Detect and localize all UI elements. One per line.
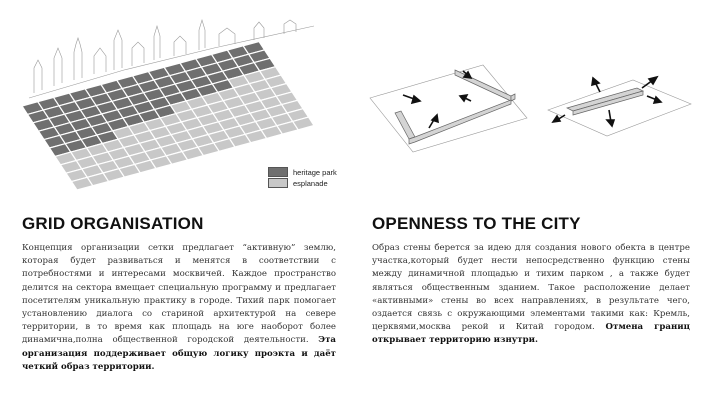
- wall-diagram-linear: [545, 70, 695, 140]
- section-heading: GRID ORGANISATION: [22, 214, 204, 233]
- skyline-stroke: [199, 20, 205, 50]
- section-body: [22, 242, 336, 374]
- skyline-stroke: [54, 48, 62, 86]
- grid-organisation-section: [22, 214, 336, 374]
- section-heading: OPENNESS TO THE CITY: [372, 214, 581, 233]
- legend-swatch-heritage-park: [268, 167, 288, 177]
- skyline-stroke: [174, 36, 186, 56]
- site-plane: [370, 65, 527, 152]
- legend: [268, 167, 337, 189]
- legend-item-esplanade: [268, 178, 337, 188]
- linear-wall: [567, 88, 643, 115]
- skyline-stroke: [114, 30, 122, 70]
- u-wall: [395, 70, 515, 144]
- legend-label-esplanade: esplanade: [293, 178, 328, 188]
- legend-swatch-esplanade: [268, 178, 288, 188]
- skyline-stroke: [34, 60, 42, 93]
- section-body: [372, 242, 690, 348]
- body-text: Образ стены берется за идею для создания нового обекта в центре участка,который будет нести непосредственно функцию стены между динамичной площадью и тихим парком , а также будет являться общественным зданием. Такое расположение делает «активными» стены во всех направлениях, в результате чего, оздается связь с окружающими элементами такими как: Кремль, церквями,москва рекой и Китай городом.: [372, 243, 690, 333]
- body-text-bold: Отмена границ открывает территорию изнутри.: [372, 322, 690, 346]
- body-text-bold: Эта организация поддерживает общую логику проэкта и даёт четкий образ территории.: [22, 335, 336, 372]
- skyline-stroke: [94, 48, 106, 74]
- skyline-stroke: [154, 26, 160, 60]
- legend-item-heritage-park: [268, 167, 337, 177]
- openness-section: [372, 214, 690, 348]
- wall-diagram-u-shape: [365, 60, 530, 155]
- body-text: Концепция организации сетки предлагает “активную” землю, которая будет развиваться и менятся в соответствии с потребностями и интересами москвичей. Каждое пространство делится на сектора вмещает специальную программу и предлагает посетителям уникальную практику в городе. Тихий парк помогает установлению диалога со стариной архитектурой на севере территории, в то время как площадь на юге наоборот более динамична,полна общественной городской деятельности.: [22, 243, 336, 346]
- skyline-stroke: [132, 42, 144, 66]
- skyline-stroke: [74, 38, 82, 80]
- skyline-stroke: [219, 28, 235, 46]
- legend-label-heritage-park: heritage park: [293, 167, 337, 177]
